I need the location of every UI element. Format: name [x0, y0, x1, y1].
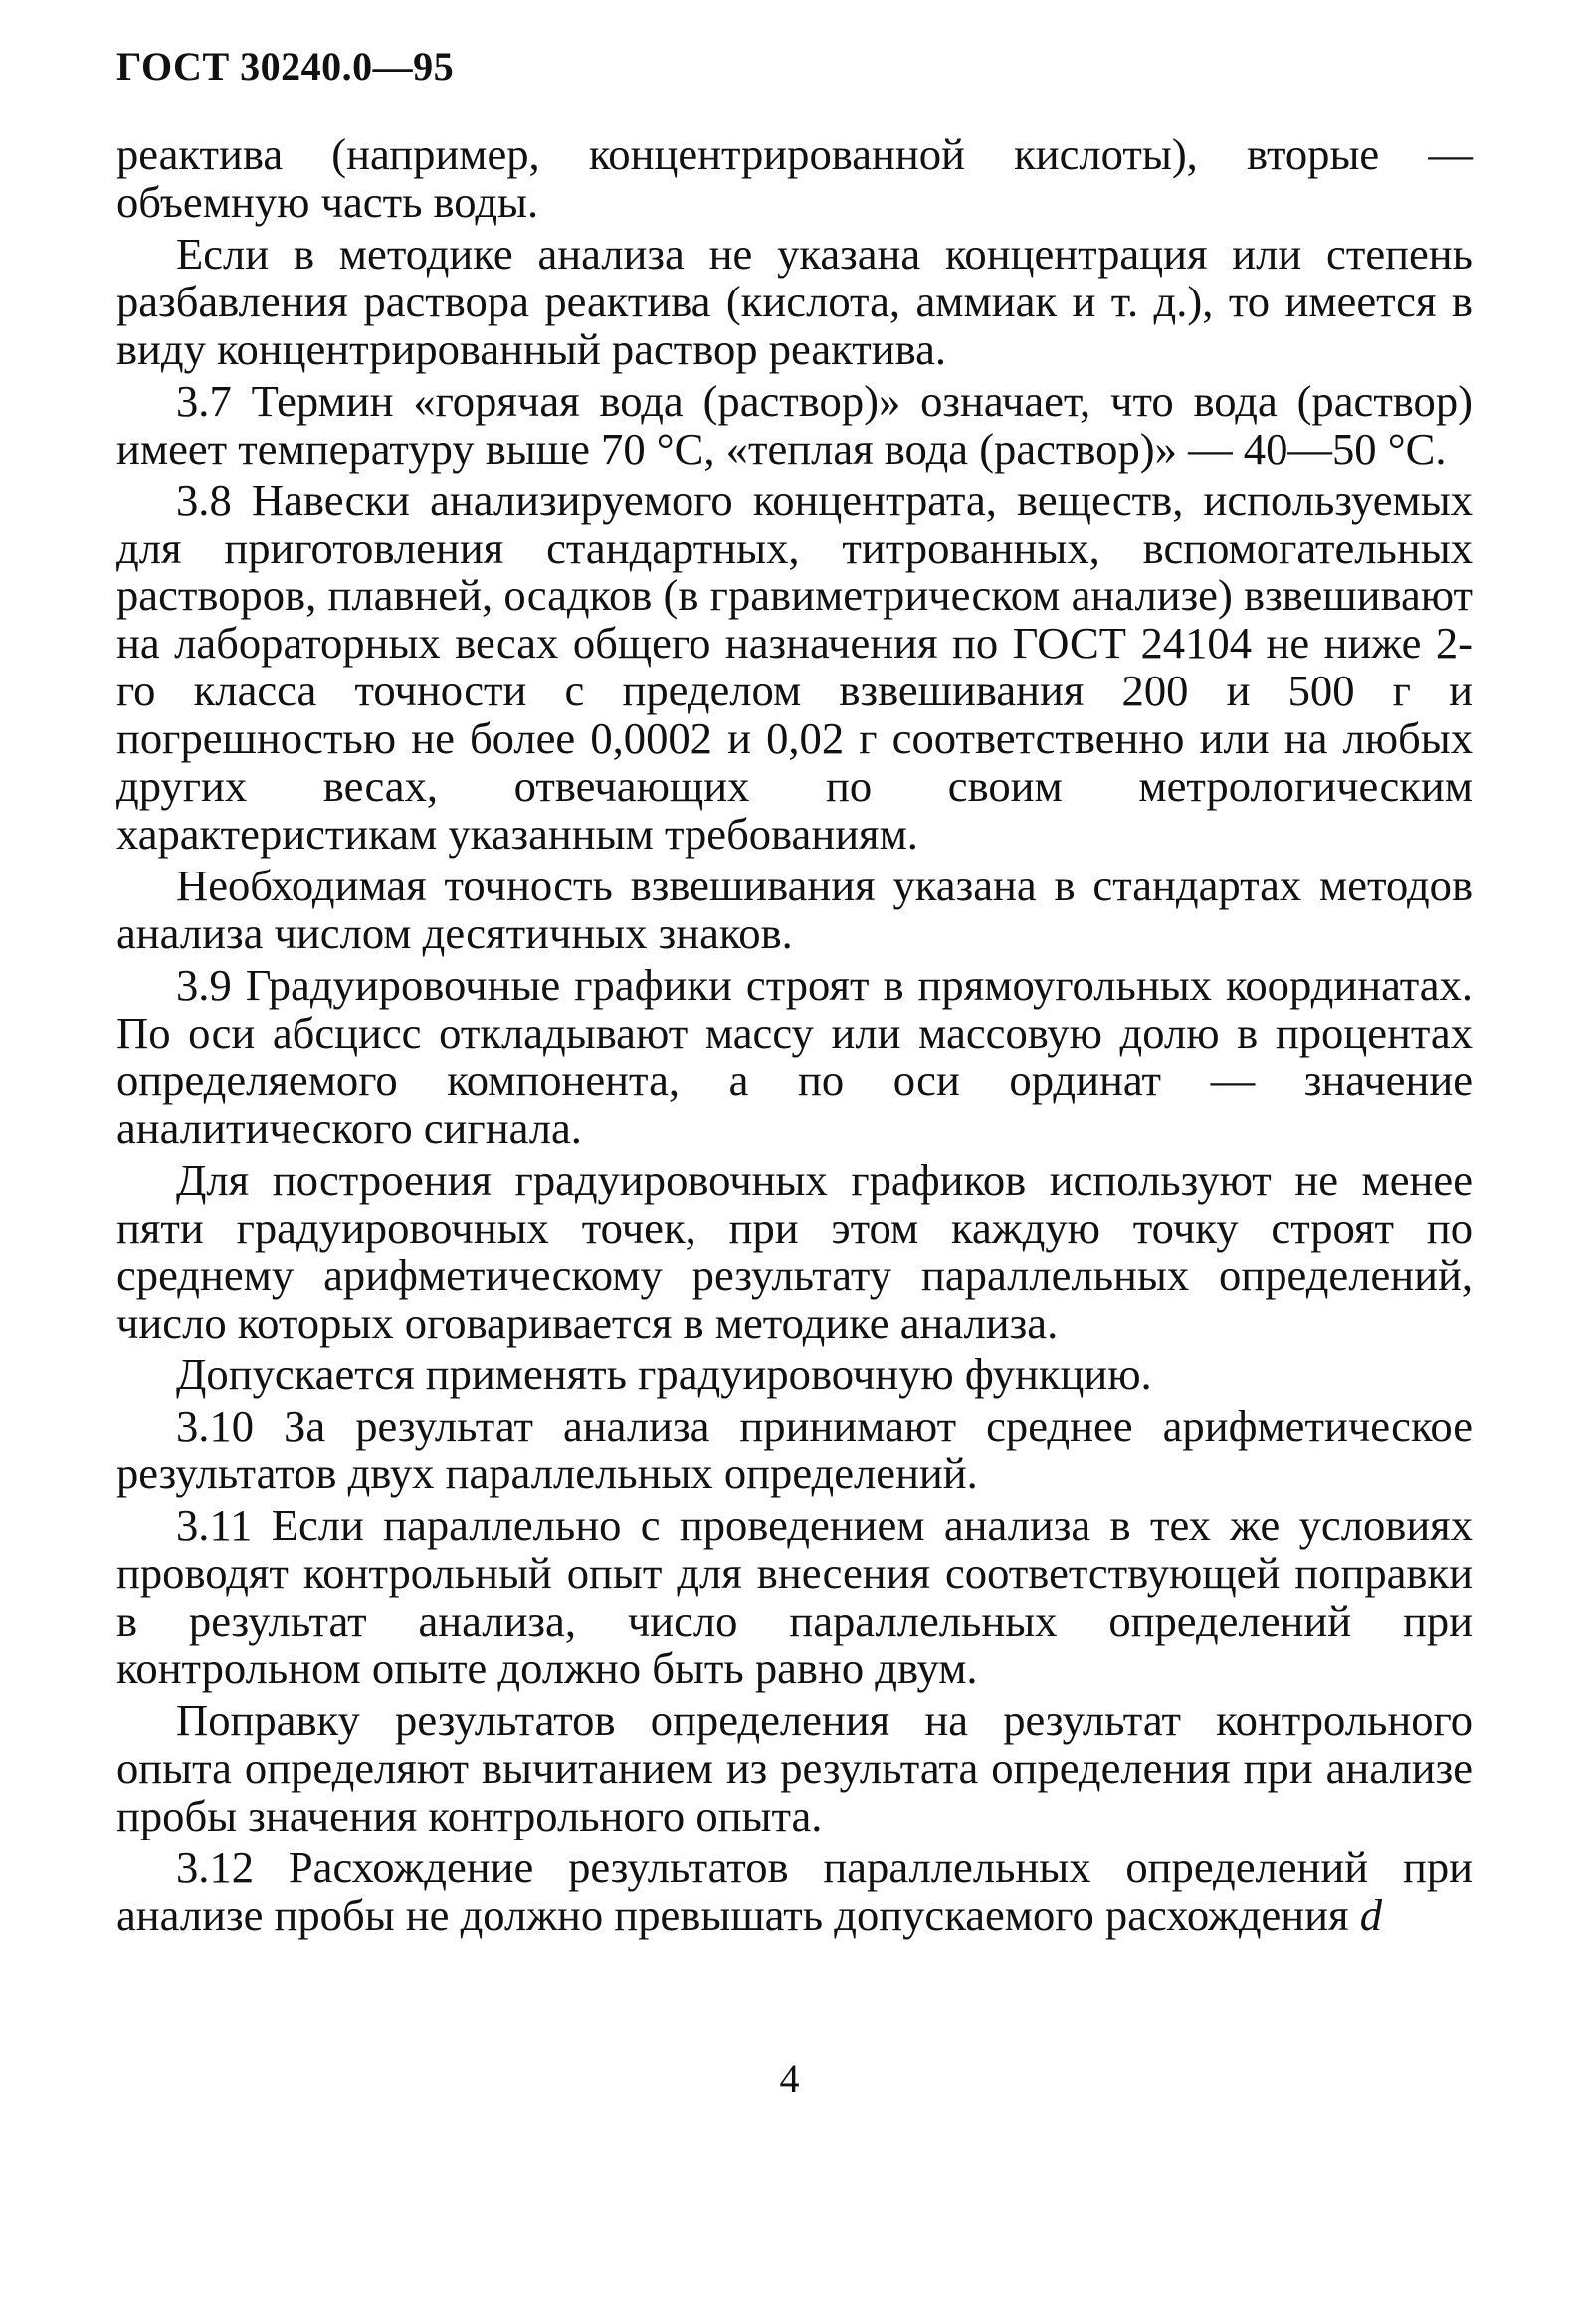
paragraph-3-12 [116, 1841, 1473, 1940]
paragraph-weighing-precision: Необходимая точность взвешивания указана в стандартах методов анализа числом десятичных знаков. [116, 861, 1473, 958]
paragraph-3-8: 3.8 Навески анализируемого концентрата, веществ, используемых для приготовления стандартных, титрованных, вспомогательных растворов, плавней, осадков (в гравиметрическом анализе) взвешивают на лабораторных весах общего назначения по ГОСТ 24104 не ниже 2-го класса точности с пределом взвешивания 200 и 500 г и погрешностью не более 0,0002 и 0,02 г соответственно или на любых других весах, отвечающих по своим метрологическим характеристикам указанным требованиям. [116, 475, 1473, 860]
paragraph-3-11: 3.11 Если параллельно с проведением анализа в тех же условиях проводят контрольный опыт для внесения соответствующей поправки в результат анализа, число параллельных определений при контрольном опыте должно быть равно двум. [116, 1500, 1473, 1694]
paragraph-calibration-function: Допускается применять градуировочную функцию. [176, 1349, 1152, 1400]
paragraph-3-12-text: 3.12 Расхождение результатов параллельных определений при анализе пробы не должно превышать допускаемого расхождения [116, 1841, 1473, 1940]
paragraph-continuation: реактива (например, концентрированной кислоты), вторые — объемную часть воды. [116, 129, 1473, 227]
page-number: 4 [779, 2056, 800, 2101]
document-header: ГОСТ 30240.0—95 [116, 44, 455, 89]
paragraph-calibration-points: Для построения градуировочных графиков используют не менее пяти градуировочных точек, при этом каждую точку строят по среднему арифметическому результату параллельных определений, число которых оговаривается в методике анализа. [116, 1154, 1473, 1348]
document-body [116, 131, 1473, 1944]
paragraph-3-10: 3.10 За результат анализа принимают среднее арифметическое результатов двух параллельных определений. [116, 1401, 1473, 1499]
paragraph-3-7: 3.7 Термин «горячая вода (раствор)» означает, что вода (раствор) имеет температуру выше 70 °C, «теплая вода (раствор)» — 40—50 °C. [116, 375, 1473, 474]
symbol-d: d [1359, 1889, 1382, 1940]
paragraph-concentration-note: Если в методике анализа не указана концентрация или степень разбавления раствора реактива (кислота, аммиак и т. д.), то имеется в виду концентрированный раствор реактива. [116, 228, 1473, 374]
paragraph-3-9: 3.9 Градуировочные графики строят в прямоугольных координатах. По оси абсцисс откладывают массу или массовую долю в процентах определяемого компонента, а по оси ординат — значение аналитического сигнала. [116, 959, 1473, 1153]
paragraph-control-correction: Поправку результатов определения на результат контрольного опыта определяют вычитанием из результата определения при анализе пробы значения контрольного опыта. [116, 1695, 1473, 1840]
